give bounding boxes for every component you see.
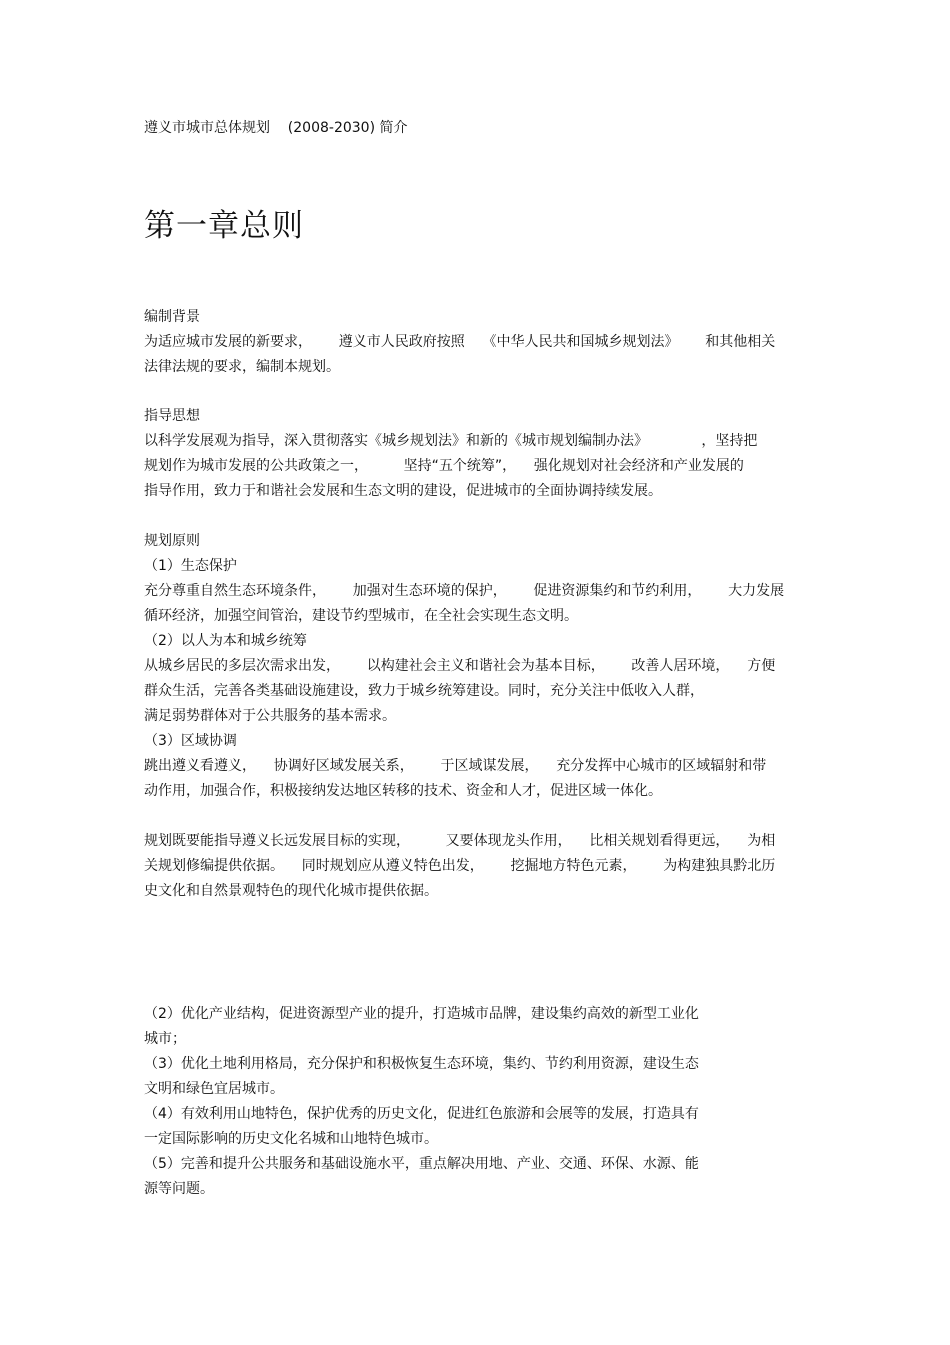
section-heading: 规划原则 xyxy=(144,533,200,549)
paragraph-line: 史文化和自然景观特色的现代化城市提供依据。 xyxy=(144,883,438,899)
paragraph-line: 法律法规的要求，编制本规划。 xyxy=(144,359,340,375)
paragraph-line: 规划作为城市发展的公共政策之一， 坚持“五个统筹”， 强化规划对社会经济和产业发展的 xyxy=(144,458,744,474)
paragraph-line: 动作用，加强合作，积极接纳发达地区转移的技术、资金和人才，促进区域一体化。 xyxy=(144,783,662,799)
chapter-title: 第一章总则 xyxy=(144,208,304,244)
list-item-line: （2）优化产业结构，促进资源型产业的提升，打造城市品牌，建设集约高效的新型工业化 xyxy=(144,1006,699,1022)
list-item-line: 源等问题。 xyxy=(144,1181,214,1197)
paragraph-line: 跳出遵义看遵义， 协调好区域发展关系， 于区域谋发展， 充分发挥中心城市的区域辐射和带 xyxy=(144,758,767,774)
paragraph-line: 群众生活，完善各类基础设施建设，致力于城乡统筹建设。同时，充分关注中低收入人群， xyxy=(144,683,704,699)
list-item-line: 城市； xyxy=(144,1031,186,1047)
paragraph-line: 充分尊重自然生态环境条件， 加强对生态环境的保护， 促进资源集约和节约利用， 大力发展 xyxy=(144,583,785,599)
paragraph-line: 满足弱势群体对于公共服务的基本需求。 xyxy=(144,708,396,724)
paragraph-line: 指导作用，致力于和谐社会发展和生态文明的建设，促进城市的全面协调持续发展。 xyxy=(144,483,662,499)
principle-label: （3）区域协调 xyxy=(144,733,237,749)
list-item-line: 文明和绿色宜居城市。 xyxy=(144,1081,284,1097)
principle-label: （1）生态保护 xyxy=(144,558,237,574)
paragraph-line: 以科学发展观为指导，深入贯彻落实《城乡规划法》和新的《城市规划编制办法》 ，坚持把 xyxy=(144,433,758,449)
principle-label: （2）以人为本和城乡统筹 xyxy=(144,633,307,649)
paragraph-line: 规划既要能指导遵义长远发展目标的实现， 又要体现龙头作用， 比相关规划看得更远， 为相 xyxy=(144,833,776,849)
list-item-line: 一定国际影响的历史文化名城和山地特色城市。 xyxy=(144,1131,438,1147)
paragraph-line: 从城乡居民的多层次需求出发， 以构建社会主义和谐社会为基本目标， 改善人居环境， 方便 xyxy=(144,658,776,674)
list-item-line: （5）完善和提升公共服务和基础设施水平，重点解决用地、产业、交通、环保、水源、能 xyxy=(144,1156,699,1172)
list-item-line: （4）有效利用山地特色，保护优秀的历史文化，促进红色旅游和会展等的发展，打造具有 xyxy=(144,1106,699,1122)
section-heading: 指导思想 xyxy=(144,408,200,424)
document-title: 遵义市城市总体规划 (2008-2030) 简介 xyxy=(144,120,408,136)
list-item-line: （3）优化土地利用格局，充分保护和积极恢复生态环境，集约、节约利用资源，建设生态 xyxy=(144,1056,699,1072)
section-heading: 编制背景 xyxy=(144,309,200,325)
paragraph-line: 关规划修编提供依据。 同时规划应从遵义特色出发， 挖掘地方特色元素， 为构建独具黔北历 xyxy=(144,858,776,874)
paragraph-line: 循环经济，加强空间管治，建设节约型城市，在全社会实现生态文明。 xyxy=(144,608,578,624)
paragraph-line: 为适应城市发展的新要求， 遵义市人民政府按照 《中华人民共和国城乡规划法》 和其他相关 xyxy=(144,334,776,350)
